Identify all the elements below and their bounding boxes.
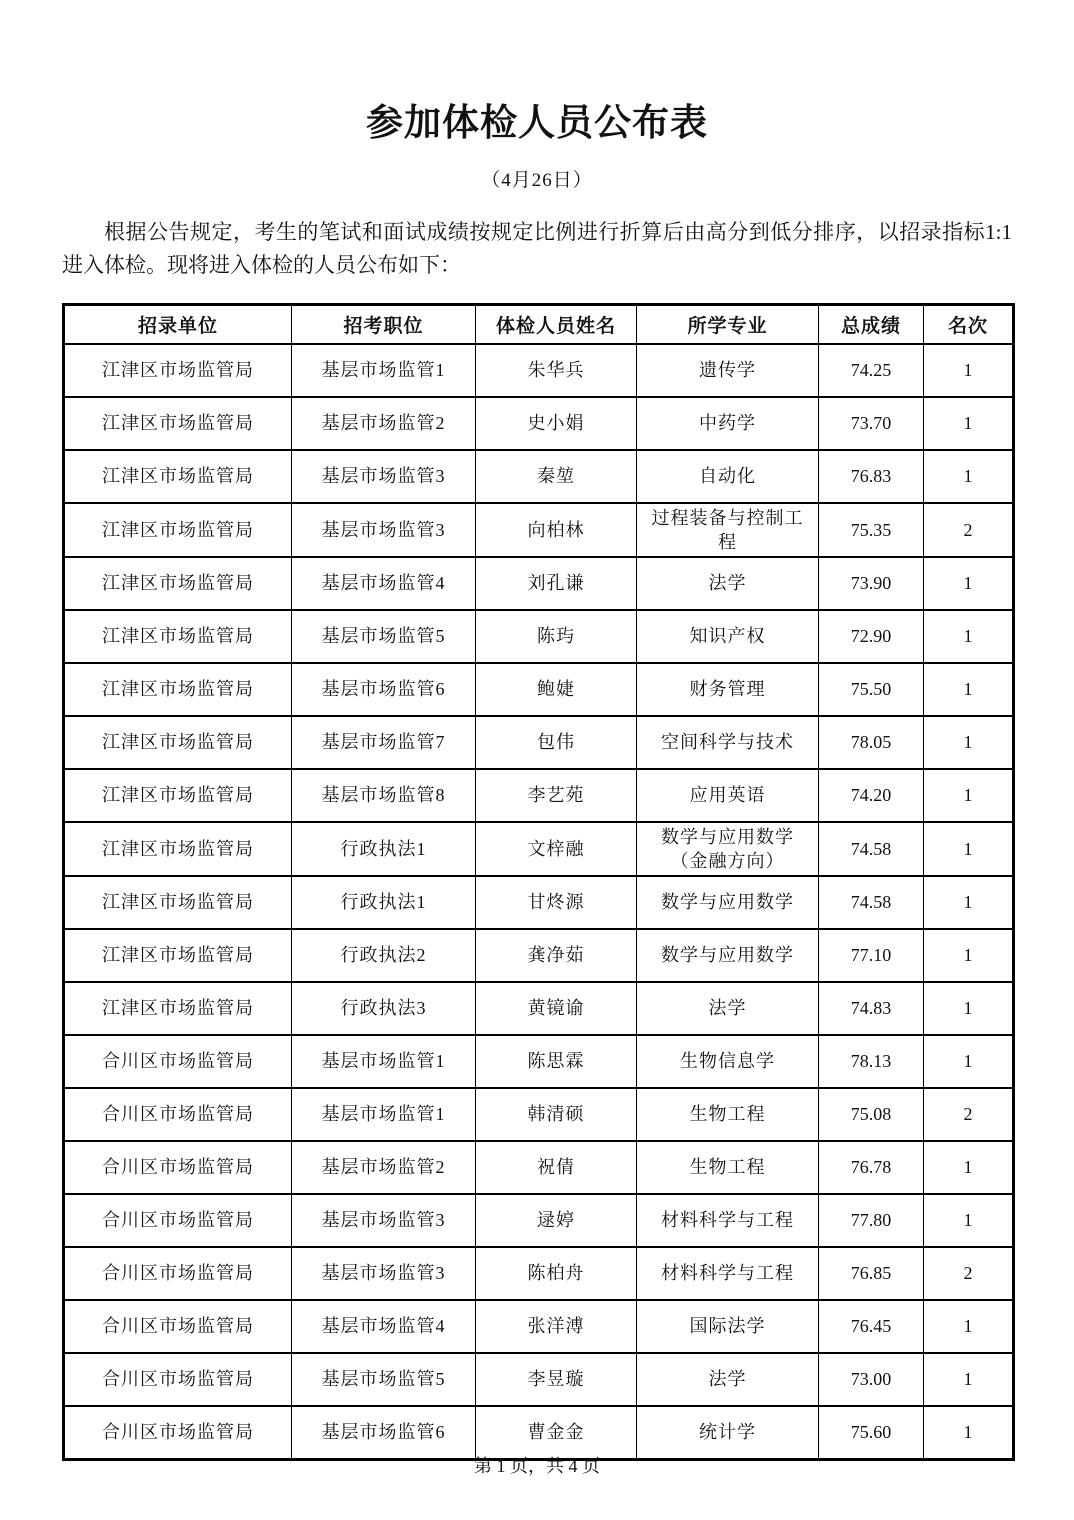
position-cell: 基层市场监管8 [292, 769, 476, 822]
rank-cell: 1 [924, 344, 1014, 397]
major-cell: 过程装备与控制工程 [637, 503, 819, 557]
position-cell: 基层市场监管1 [292, 1088, 476, 1141]
unit-cell: 合川区市场监管局 [64, 1088, 292, 1141]
unit-cell: 合川区市场监管局 [64, 1035, 292, 1088]
unit-cell: 江津区市场监管局 [64, 663, 292, 716]
position-cell: 基层市场监管5 [292, 1353, 476, 1406]
table-row [64, 397, 1014, 450]
rank-cell: 1 [924, 1300, 1014, 1353]
name-cell: 逯婷 [476, 1194, 637, 1247]
major-cell: 遗传学 [637, 344, 819, 397]
major-cell: 数学与应用数学 [637, 929, 819, 982]
column-header-unit: 招录单位 [64, 304, 292, 344]
major-cell: 中药学 [637, 397, 819, 450]
rank-cell: 1 [924, 1353, 1014, 1406]
major-cell: 自动化 [637, 450, 819, 503]
score-cell: 76.83 [819, 450, 924, 503]
name-cell: 张洋溥 [476, 1300, 637, 1353]
score-cell: 75.35 [819, 503, 924, 557]
position-cell: 基层市场监管4 [292, 557, 476, 610]
major-cell: 国际法学 [637, 1300, 819, 1353]
name-cell: 包伟 [476, 716, 637, 769]
position-cell: 基层市场监管5 [292, 610, 476, 663]
unit-cell: 江津区市场监管局 [64, 769, 292, 822]
page-title: 参加体检人员公布表 [366, 103, 708, 144]
rank-cell: 2 [924, 503, 1014, 557]
rank-cell: 1 [924, 1194, 1014, 1247]
major-cell: 法学 [637, 982, 819, 1035]
rank-cell: 1 [924, 1035, 1014, 1088]
rank-cell: 1 [924, 876, 1014, 929]
rank-cell: 1 [924, 610, 1014, 663]
table-header [64, 304, 1014, 344]
rank-cell: 1 [924, 663, 1014, 716]
rank-cell: 1 [924, 822, 1014, 876]
unit-cell: 合川区市场监管局 [64, 1141, 292, 1194]
unit-cell: 合川区市场监管局 [64, 1353, 292, 1406]
score-cell: 75.60 [819, 1406, 924, 1460]
position-cell: 基层市场监管3 [292, 1247, 476, 1300]
table-row [64, 982, 1014, 1035]
unit-cell: 江津区市场监管局 [64, 716, 292, 769]
position-cell: 行政执法2 [292, 929, 476, 982]
major-cell: 空间科学与技术 [637, 716, 819, 769]
unit-cell: 江津区市场监管局 [64, 876, 292, 929]
name-cell: 史小娟 [476, 397, 637, 450]
score-cell: 78.13 [819, 1035, 924, 1088]
name-cell: 祝倩 [476, 1141, 637, 1194]
table-row [64, 769, 1014, 822]
major-cell: 法学 [637, 1353, 819, 1406]
unit-cell: 合川区市场监管局 [64, 1300, 292, 1353]
name-cell: 刘孔谦 [476, 557, 637, 610]
column-header-rank: 名次 [924, 304, 1014, 344]
position-cell: 基层市场监管3 [292, 450, 476, 503]
major-cell: 知识产权 [637, 610, 819, 663]
table-row [64, 929, 1014, 982]
score-cell: 74.25 [819, 344, 924, 397]
table-row [64, 344, 1014, 397]
rank-cell: 1 [924, 1141, 1014, 1194]
major-cell: 材料科学与工程 [637, 1194, 819, 1247]
column-header-major: 所学专业 [637, 304, 819, 344]
major-cell: 统计学 [637, 1406, 819, 1460]
column-header-score: 总成绩 [819, 304, 924, 344]
unit-cell: 江津区市场监管局 [64, 450, 292, 503]
intro-paragraph: 根据公告规定，考生的笔试和面试成绩按规定比例进行折算后由高分到低分排序，以招录指标1:1进入体检。现将进入体检的人员公布如下： [62, 219, 1012, 277]
major-cell: 数学与应用数学 [637, 876, 819, 929]
unit-cell: 江津区市场监管局 [64, 982, 292, 1035]
rank-cell: 1 [924, 1406, 1014, 1460]
major-cell: 生物工程 [637, 1141, 819, 1194]
table-row [64, 1035, 1014, 1088]
name-cell: 黄镜谕 [476, 982, 637, 1035]
table-row [64, 716, 1014, 769]
table-row [64, 503, 1014, 557]
name-cell: 李艺苑 [476, 769, 637, 822]
name-cell: 李昱璇 [476, 1353, 637, 1406]
position-cell: 基层市场监管3 [292, 503, 476, 557]
column-header-position: 招考职位 [292, 304, 476, 344]
major-cell: 法学 [637, 557, 819, 610]
rank-cell: 1 [924, 982, 1014, 1035]
position-cell: 行政执法1 [292, 876, 476, 929]
score-cell: 75.50 [819, 663, 924, 716]
name-cell: 文梓融 [476, 822, 637, 876]
unit-cell: 江津区市场监管局 [64, 929, 292, 982]
position-cell: 行政执法3 [292, 982, 476, 1035]
name-cell: 韩清硕 [476, 1088, 637, 1141]
name-cell: 陈柏舟 [476, 1247, 637, 1300]
score-cell: 76.85 [819, 1247, 924, 1300]
name-cell: 陈玙 [476, 610, 637, 663]
unit-cell: 江津区市场监管局 [64, 557, 292, 610]
score-cell: 73.00 [819, 1353, 924, 1406]
score-cell: 78.05 [819, 716, 924, 769]
table-row [64, 822, 1014, 876]
unit-cell: 江津区市场监管局 [64, 503, 292, 557]
unit-cell: 江津区市场监管局 [64, 822, 292, 876]
unit-cell: 江津区市场监管局 [64, 397, 292, 450]
table-row [64, 876, 1014, 929]
score-cell: 76.45 [819, 1300, 924, 1353]
name-cell: 秦堃 [476, 450, 637, 503]
position-cell: 基层市场监管1 [292, 344, 476, 397]
rank-cell: 1 [924, 716, 1014, 769]
score-cell: 77.80 [819, 1194, 924, 1247]
major-cell: 材料科学与工程 [637, 1247, 819, 1300]
major-cell: 财务管理 [637, 663, 819, 716]
position-cell: 基层市场监管6 [292, 663, 476, 716]
table-row [64, 663, 1014, 716]
column-header-name: 体检人员姓名 [476, 304, 637, 344]
unit-cell: 合川区市场监管局 [64, 1247, 292, 1300]
date-line: （4月26日） [481, 169, 593, 191]
table-row [64, 610, 1014, 663]
rank-cell: 1 [924, 557, 1014, 610]
position-cell: 基层市场监管1 [292, 1035, 476, 1088]
table-body [64, 344, 1014, 1460]
table-row [64, 1247, 1014, 1300]
score-cell: 74.20 [819, 769, 924, 822]
position-cell: 基层市场监管3 [292, 1194, 476, 1247]
position-cell: 基层市场监管2 [292, 397, 476, 450]
score-cell: 74.58 [819, 822, 924, 876]
position-cell: 基层市场监管6 [292, 1406, 476, 1460]
table-row [64, 1088, 1014, 1141]
medical-exam-roster-table [62, 303, 1015, 1461]
page-number-footer: 第 1 页，共 4 页 [474, 1456, 600, 1476]
unit-cell: 江津区市场监管局 [64, 344, 292, 397]
score-cell: 74.83 [819, 982, 924, 1035]
major-cell: 应用英语 [637, 769, 819, 822]
table-row [64, 1141, 1014, 1194]
table-row [64, 1300, 1014, 1353]
name-cell: 甘炵源 [476, 876, 637, 929]
name-cell: 龚净茹 [476, 929, 637, 982]
score-cell: 75.08 [819, 1088, 924, 1141]
major-cell: 数学与应用数学（金融方向） [637, 822, 819, 876]
name-cell: 陈思霖 [476, 1035, 637, 1088]
score-cell: 73.90 [819, 557, 924, 610]
position-cell: 基层市场监管7 [292, 716, 476, 769]
rank-cell: 1 [924, 929, 1014, 982]
table-row [64, 1194, 1014, 1247]
rank-cell: 1 [924, 450, 1014, 503]
score-cell: 73.70 [819, 397, 924, 450]
name-cell: 向柏林 [476, 503, 637, 557]
name-cell: 鲍婕 [476, 663, 637, 716]
unit-cell: 合川区市场监管局 [64, 1194, 292, 1247]
rank-cell: 2 [924, 1247, 1014, 1300]
rank-cell: 1 [924, 397, 1014, 450]
score-cell: 77.10 [819, 929, 924, 982]
header-row [64, 304, 1014, 344]
rank-cell: 1 [924, 769, 1014, 822]
position-cell: 行政执法1 [292, 822, 476, 876]
unit-cell: 江津区市场监管局 [64, 610, 292, 663]
table-row [64, 557, 1014, 610]
table-row [64, 450, 1014, 503]
score-cell: 72.90 [819, 610, 924, 663]
table-row [64, 1353, 1014, 1406]
name-cell: 曹金金 [476, 1406, 637, 1460]
score-cell: 76.78 [819, 1141, 924, 1194]
major-cell: 生物工程 [637, 1088, 819, 1141]
unit-cell: 合川区市场监管局 [64, 1406, 292, 1460]
major-cell: 生物信息学 [637, 1035, 819, 1088]
name-cell: 朱华兵 [476, 344, 637, 397]
position-cell: 基层市场监管2 [292, 1141, 476, 1194]
score-cell: 74.58 [819, 876, 924, 929]
rank-cell: 2 [924, 1088, 1014, 1141]
position-cell: 基层市场监管4 [292, 1300, 476, 1353]
